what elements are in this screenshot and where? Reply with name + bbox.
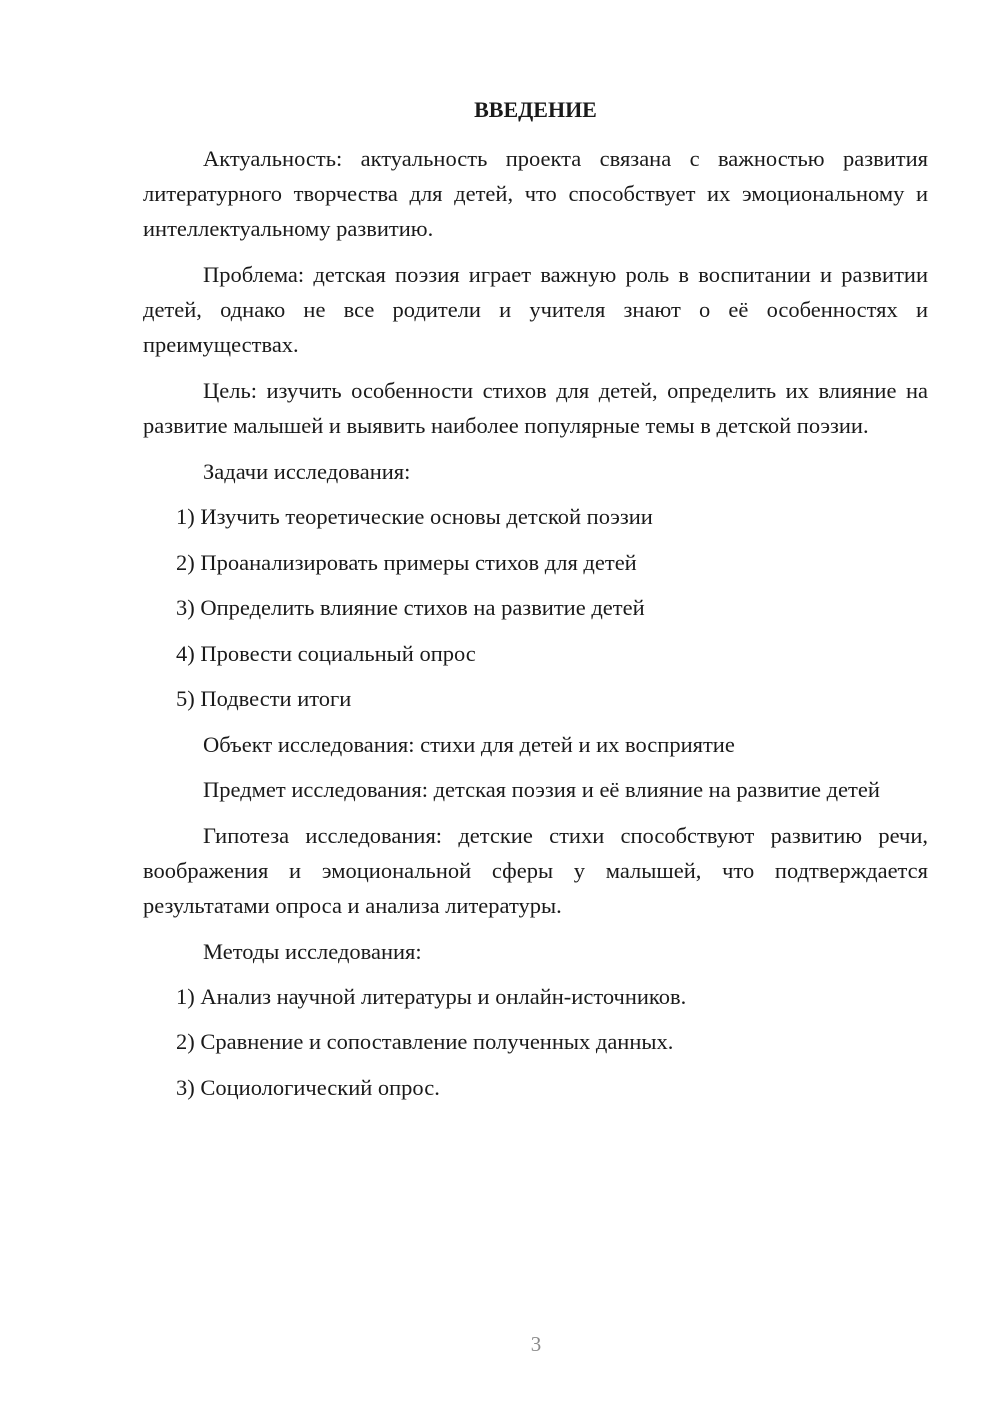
problem-paragraph: Проблема: детская поэзия играет важную роль в воспитании и развитии детей, однако не все родители и учителя знают о её особенностях и преимуществах. xyxy=(143,262,928,357)
method-item: 3) Социологический опрос. xyxy=(176,1074,440,1100)
tasks-list xyxy=(143,499,928,716)
task-item: 3) Определить влияние стихов на развитие детей xyxy=(176,595,645,620)
method-item: 1) Анализ научной литературы и онлайн-источников. xyxy=(176,983,687,1009)
task-item: 5) Подвести итоги xyxy=(176,686,352,711)
document-body xyxy=(143,94,928,1115)
task-item: 2) Проанализировать примеры стихов для детей xyxy=(176,549,637,575)
hypothesis-paragraph: Гипотеза исследования: детские стихи способствуют развитию речи, воображения и эмоциональной сферы у малышей, что подтверждается результатами опроса и анализа литературы. xyxy=(143,822,928,918)
page-title: ВВЕДЕНИЕ xyxy=(474,97,597,122)
methods-list xyxy=(143,979,928,1105)
relevance-paragraph: Актуальность: актуальность проекта связана с важностью развития литературного творчества для детей, что способствует их эмоциональному и интеллектуальному развитию. xyxy=(143,146,928,241)
page-number: 3 xyxy=(530,1332,542,1356)
method-item: 2) Сравнение и сопоставление полученных данных. xyxy=(176,1029,674,1054)
object-paragraph: Объект исследования: стихи для детей и их восприятие xyxy=(203,731,735,757)
subject-paragraph: Предмет исследования: детская поэзия и её влияние на развитие детей xyxy=(203,776,880,802)
tasks-label: Задачи исследования: xyxy=(203,459,411,484)
goal-paragraph: Цель: изучить особенности стихов для детей, определить их влияние на развитие малышей и выявить наиболее популярные темы в детской поэзии. xyxy=(143,378,928,438)
methods-label: Методы исследования: xyxy=(203,938,422,964)
task-item: 1) Изучить теоретические основы детской поэзии xyxy=(176,504,653,529)
task-item: 4) Провести социальный опрос xyxy=(176,640,476,666)
